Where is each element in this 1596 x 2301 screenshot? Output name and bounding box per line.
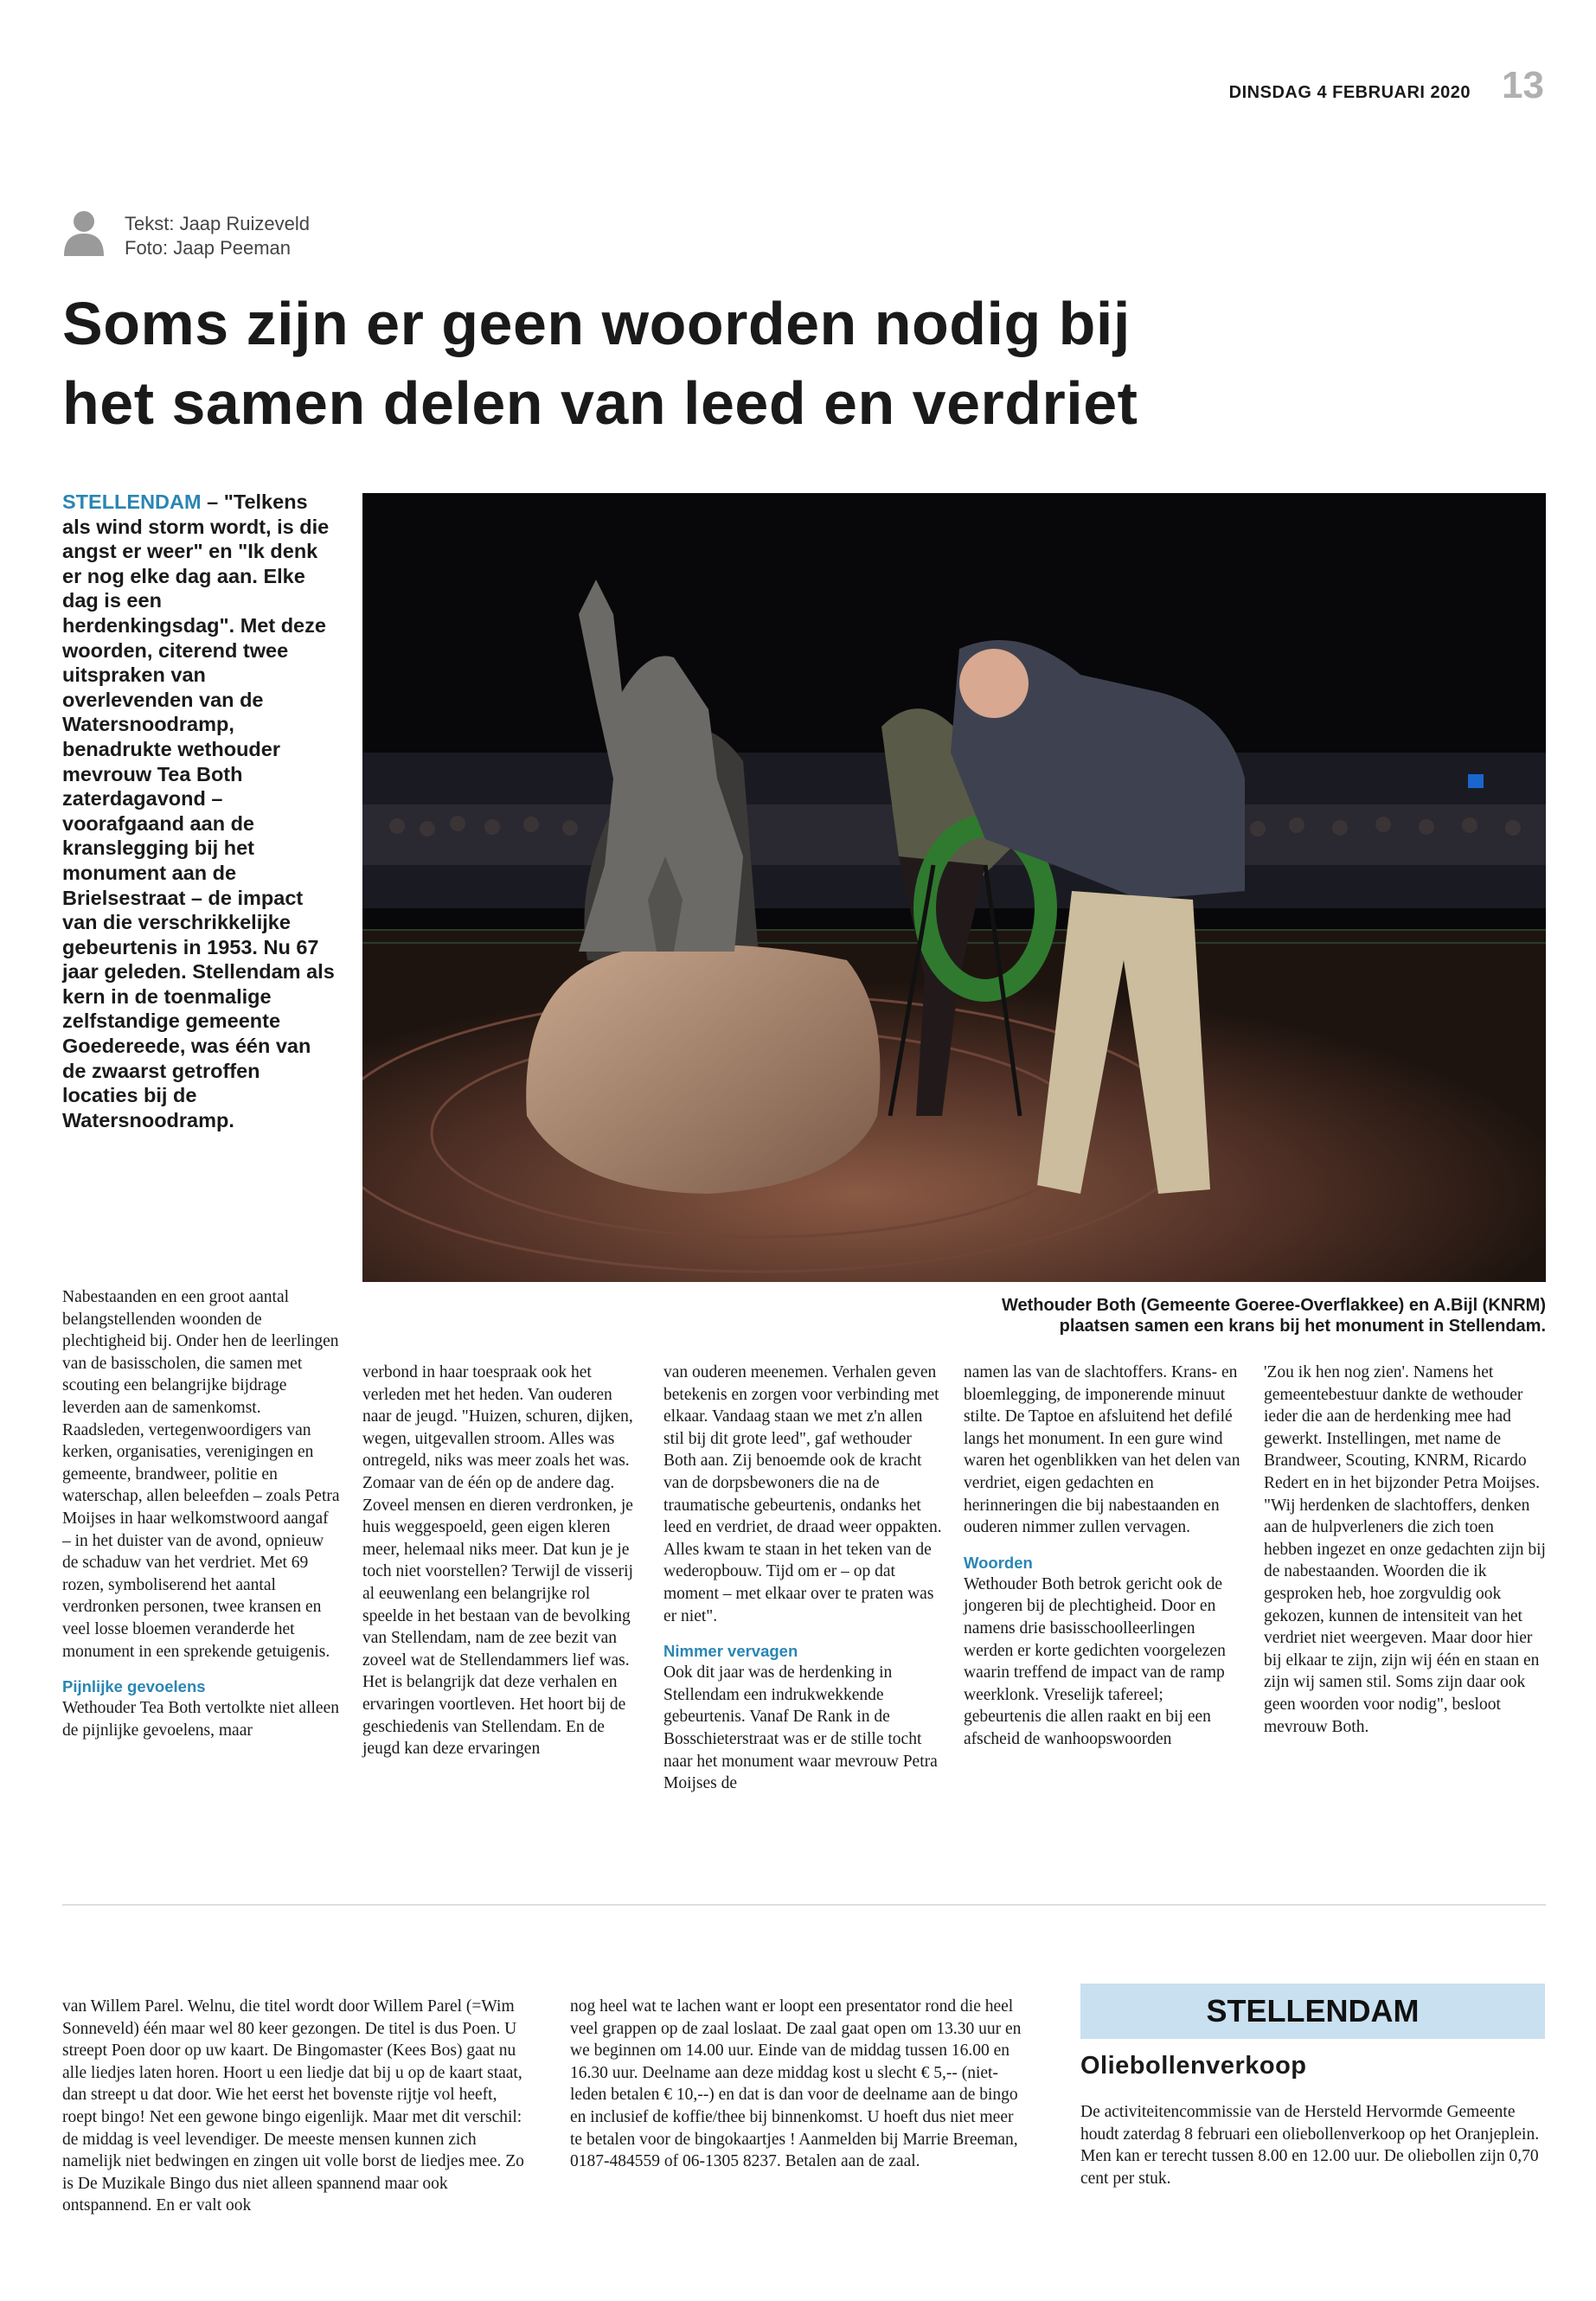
- article-paragraph: Wethouder Both betrok gericht ook de jongeren bij de plechtigheid. Door en namens drie basisschoolleerlingen werden er korte gedichten voorgelezen waarin treffend de impact van de ramp weerklonk. Vreselijk tafereel; gebeurtenis die allen raakt en bij een afscheid de wanhoopswoorden: [964, 1574, 1226, 1748]
- article-paragraph: 'Zou ik hen nog zien'. Namens het gemeentebestuur dankte de wethouder ieder die aan de herdenking mee had gewerkt. Instellingen, met name de Brandweer, Scouting, KNRM, Ricardo Redert en in het bijzonder Petra Moijses. "Wij herdenken de slachtoffers, denken aan de hulpverleners die zich toen hebben ingezet en onze gedachten zijn bij de nabestaanden. Woorden die ik gesproken heb, hoe zorgvuldig ook gekozen, kunnen de intensiteit van het verdriet niet weergeven. Maar door hier bij elkaar te zijn, zijn wij één en staan en zijn wij samen stil. Soms zijn daar ook geen woorden voor nodig", besloot mevrouw Both.: [1264, 1363, 1546, 1736]
- bingo-article-column-2: [570, 1996, 1027, 2173]
- ad-body: [1080, 2101, 1545, 2189]
- article-column-1: [62, 1286, 341, 1741]
- article-paragraph: nog heel wat te lachen want er loopt een presentator rond die heel veel grappen op de zaal loslaat. De zaal gaat open om 13.30 uur en we beginnen om 14.00 uur. Einde van de middag tussen 16.00 en 16.30 uur. Deelname aan deze middag kost u slecht € 5,-- (niet-leden betalen € 10,--) en dat is dan voor de deelname aan de bingo en inclusief de koffie/thee bij binnenkomst. U hoeft dus niet meer te betalen voor de bingokaartjes ! Aanmelden bij Marrie Breeman, 0187-484559 of 06-1305 8237. Betalen aan de zaal.: [570, 1997, 1022, 2171]
- memorial-photo: [362, 493, 1546, 1282]
- article-paragraph: Nabestaanden en een groot aantal belangstellenden woonden de plechtigheid bij. Onder hen de leerlingen van de basisscholen, die samen met scouting een belangrijke bijdrage leverden aan de samenkomst. Raadsleden, vertegenwoordigers van kerken, organisaties, verenigingen en gemeente, brandweer, politie en waterschap, allen beleefden – zoals Petra Moijses in haar welkomstwoord aangaf – in het duister van de avond, opnieuw de schaduw van het verdriet. Met 69 rozen, symboliserend het aantal verdronken personen, twee kransen en veel losse bloemen veranderde het monument in een sprekende getuigenis.: [62, 1288, 340, 1661]
- subheading-pijnlijke-gevoelens: Pijnlijke gevoelens: [62, 1677, 206, 1696]
- ad-banner: [1080, 1984, 1545, 2039]
- subheading-nimmer-vervagen: Nimmer vervagen: [663, 1642, 798, 1661]
- bingo-article-column-1: [62, 1996, 529, 2217]
- intro-text: – "Telkens als wind storm wordt, is die angst er weer" en "Ik denk er nog elke dag aan. Elke dag is een herdenkingsdag". Met deze woorden, citerend twee uitspraken van overlevenden van de Watersnoodramp, benadrukte wethouder mevrouw Tea Both zaterdagavond – voorafgaand aan de kranslegging bij het monument aan de Brielsestraat – de impact van die verschrikkelijke gebeurtenis in 1953. Nu 67 jaar geleden. Stellendam als kern in de toenmalige zelfstandige gemeente Goedereede, was één van de zwaarst getroffen locaties bij de Watersnoodramp.: [62, 490, 335, 1131]
- person-icon: [62, 208, 106, 256]
- article-paragraph: Ook dit jaar was de herdenking in Stellendam een indrukwekkende gebeurtenis. Vanaf De Rank in de Bosschieterstraat was er de stille tocht naar het monument waar mevrouw Petra Moijses de: [663, 1663, 938, 1793]
- photo-caption: [606, 1295, 1546, 1336]
- article-column-2: [362, 1362, 641, 1760]
- section-divider: [62, 1904, 1546, 1906]
- article-paragraph: Wethouder Tea Both vertolkte niet alleen de pijnlijke gevoelens, maar: [62, 1699, 339, 1740]
- caption-line-1: Wethouder Both (Gemeente Goeree-Overflakkee) en A.Bijl (KNRM): [1001, 1296, 1546, 1315]
- intro-paragraph: [62, 490, 339, 1132]
- article-paragraph: verbond in haar toespraak ook het verleden met het heden. Van ouderen naar de jeugd. "Huizen, schuren, dijken, wegen, uitgevallen stroom. Alles was ontregeld, niks was meer zoals het was. Zomaar van de één op de andere dag. Zoveel mensen en dieren verdronken, je huis weggespoeld, geen eigen kleren meer, helemaal niks meer. Dat kun je je toch niet voorstellen? Terwijl de visserij al eeuwenlang een belangrijke rol speelde in het bestaan van de bevolking van Stellendam, nam de zee bezit van zoveel wat de Stellendammers lief was. Het is belangrijk dat deze verhalen en ervaringen voortleven. Het hoort bij de geschiedenis van Stellendam. En de jeugd kan deze ervaringen: [362, 1363, 633, 1759]
- article-column-4: [964, 1362, 1242, 1751]
- headline-line-1: Soms zijn er geen woorden nodig bij: [62, 290, 1131, 357]
- page-number: 13: [1502, 64, 1544, 106]
- headline-line-2: het samen delen van leed en verdriet: [62, 369, 1138, 437]
- headline: [62, 284, 1533, 443]
- article-column-5: [1264, 1362, 1546, 1738]
- ad-heading: Oliebollenverkoop: [1080, 2052, 1307, 2080]
- author-credits: [125, 212, 310, 260]
- article-column-3: [663, 1362, 942, 1795]
- photo-credit: Foto: Jaap Peeman: [125, 237, 292, 259]
- ad-text: De activiteitencommissie van de Hersteld Hervormde Gemeente houdt zaterdag 8 februari een oliebollenverkoop op het Oranjeplein. Men kan er terecht tussen 8.00 en 12.00 uur. De oliebollen zijn 0,70 cent per stuk.: [1080, 2103, 1540, 2188]
- caption-line-2: plaatsen samen een krans bij het monument in Stellendam.: [1059, 1317, 1546, 1336]
- article-paragraph: van Willem Parel. Welnu, die titel wordt door Willem Parel (=Wim Sonneveld) één maar wel 80 keer gezongen. De titel is dus Poen. U streept Poen door op uw kaart. De Bingomaster (Kees Bos) gaat nu alle liedjes laten horen. Hoort u een liedje dat bij u op de kaart staat, dan streept u dat door. Wie het eerst het bovenste rijtje vol heeft, roept bingo! Net een gewone bingo eigenlijk. Maar met dit verschil: de middag is veel levendiger. De meeste mensen kunnen zich namelijk niet bedwingen en zingen uit volle borst de liedjes mee. Zo is De Muzikale Bingo dus niet alleen spannend maar ook ontspannend. En er valt ook: [62, 1997, 524, 2215]
- dateline: STELLENDAM: [62, 490, 202, 513]
- subheading-woorden: Woorden: [964, 1553, 1033, 1572]
- article-paragraph: van ouderen meenemen. Verhalen geven betekenis en zorgen voor verbinding met elkaar. Vandaag staan we met z'n allen stil bij dit grote leed", gaf wethouder Both aan. Zij benoemde ook de kracht van de dorpsbewoners die na de traumatische gebeurtenis, ondanks het leed en verdriet, de draad weer oppakten. Alles kwam te staan in het teken van de wederopbouw. Tijd om er – op dat moment – met elkaar over te praten was er niet".: [663, 1363, 942, 1625]
- text-credit: Tekst: Jaap Ruizeveld: [125, 213, 310, 234]
- issue-date: DINSDAG 4 FEBRUARI 2020: [1228, 83, 1471, 102]
- ad-banner-label: STELLENDAM: [1206, 1993, 1420, 2029]
- article-paragraph: namen las van de slachtoffers. Krans- en bloemlegging, de imponerende minuut stilte. De Taptoe en afsluitend het defilé langs het monument. In een gure wind waren het ogenblikken van het delen van verdriet, eigen gedachten en herinneringen die bij nabestaanden en ouderen nimmer zullen vervagen.: [964, 1363, 1240, 1537]
